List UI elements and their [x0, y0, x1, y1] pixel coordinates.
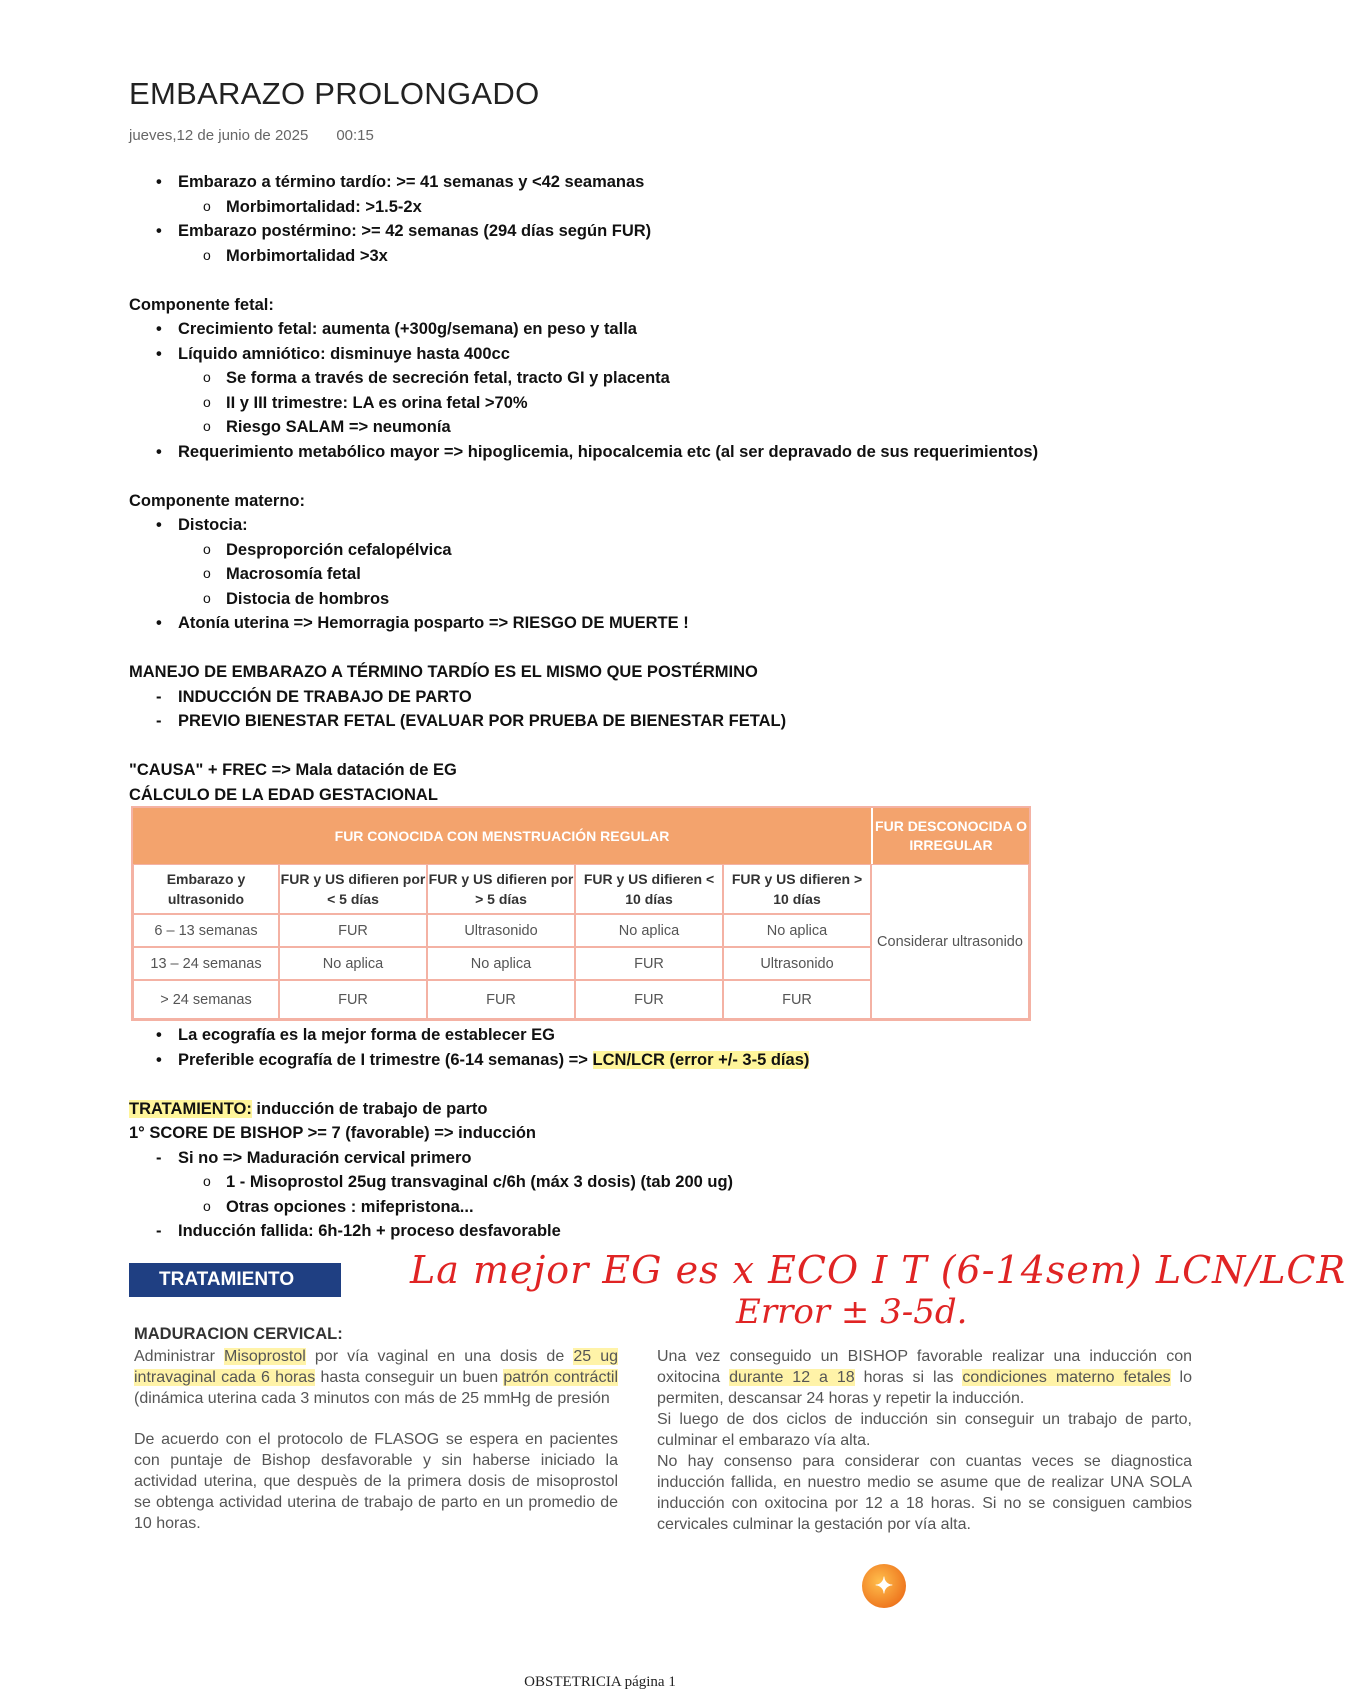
- table-cell: FUR: [279, 980, 427, 1019]
- table-cell: FUR: [575, 980, 723, 1019]
- list-item-text: II y III trimestre: LA es orina fetal >70%: [226, 393, 528, 412]
- handwritten-note-line1: La mejor EG es x ECO I T (6-14sem) LCN/LCR: [410, 1248, 1346, 1292]
- table-cell: Ultrasonido: [723, 947, 871, 980]
- list-item-text: Embarazo a término tardío: >= 41 semanas y <42 seamanas: [178, 173, 645, 191]
- list-item: [226, 391, 1129, 416]
- list-item-text: Desproporción cefalopélvica: [226, 540, 452, 559]
- doc-right-paragraph-3: No hay consenso para considerar con cuantas veces se diagnostica inducción fallida, en nuestro medio se asume que de realizar UNA SOLA inducción con oxitocina por 12 a 18 horas. Si no se consiguen cambios cervicales culminar la gestación por vía alta.: [657, 1453, 1192, 1533]
- table-cell: No aplica: [723, 914, 871, 947]
- date-text: jueves,12 de junio de 2025: [129, 127, 309, 144]
- flame-logo-icon: ✦: [862, 1564, 906, 1608]
- list-item-text: Otras opciones : mifepristona...: [226, 1197, 474, 1216]
- list-item: [178, 170, 1129, 219]
- list-item-text: Distocia:: [178, 516, 248, 534]
- manejo-list: [129, 685, 1129, 734]
- list-item-text: Morbimortalidad: >1.5-2x: [226, 197, 422, 216]
- doc-left-paragraph-1: Administrar Misoprostol por vía vaginal en una dosis de 25 ug intravaginal cada 6 horas hasta conseguir un buen patrón contráctil (dinámica uterina cada 3 minutos con más de 25 mmHg de presión: [134, 1348, 618, 1407]
- list-item: [226, 587, 1129, 612]
- table-cell: FUR: [427, 980, 575, 1019]
- maternal-heading: Componente materno:: [129, 491, 306, 510]
- trat-label: TRATAMIENTO:: [129, 1099, 252, 1118]
- gestational-age-table: [131, 806, 1031, 1021]
- table-header-cell: Embarazo y ultrasonido: [133, 864, 279, 914]
- list-item-text: Líquido amniótico: disminuye hasta 400cc: [178, 344, 510, 363]
- table-cell: FUR: [279, 914, 427, 947]
- list-item: [178, 513, 1129, 611]
- list-item: [178, 611, 1129, 636]
- tratamiento-banner: TRATAMIENTO: [129, 1263, 341, 1297]
- list-item-text: Si no => Maduración cervical primero: [178, 1148, 472, 1167]
- note-body: [129, 170, 1129, 807]
- list-item: [178, 685, 1129, 710]
- list-item: [226, 366, 1129, 391]
- list-item: [178, 709, 1129, 734]
- table-cell: 6 – 13 semanas: [133, 914, 279, 947]
- maduracion-heading: MADURACION CERVICAL:: [134, 1325, 343, 1343]
- list-item: [226, 1195, 1129, 1220]
- list-item-text: Inducción fallida: 6h-12h + proceso desfavorable: [178, 1222, 561, 1240]
- eco-notes: [129, 1023, 1129, 1244]
- table-header-cell: FUR y US difieren > 10 días: [723, 864, 871, 914]
- list-item-text: INDUCCIÓN DE TRABAJO DE PARTO: [178, 687, 472, 706]
- list-item: [178, 1146, 1129, 1220]
- doc-right-paragraph-2: Si luego de dos ciclos de inducción sin conseguir un trabajo de parto, culminar el embarazo vía alta.: [657, 1411, 1192, 1449]
- table-cell-irregular: Considerar ultrasonido: [871, 864, 1029, 1019]
- page-title: EMBARAZO PROLONGADO: [129, 76, 540, 111]
- doc-left-column: [134, 1346, 618, 1534]
- bishop-line: 1° SCORE DE BISHOP >= 7 (favorable) => inducción: [129, 1124, 536, 1142]
- list-item-text: Atonía uterina => Hemorragia posparto => RIESGO DE MUERTE !: [178, 614, 689, 632]
- table-band-unknown: FUR DESCONOCIDA O IRREGULAR: [873, 808, 1029, 864]
- list-item-text: Crecimiento fetal: aumenta (+300g/semana) en peso y talla: [178, 320, 637, 338]
- doc-left-paragraph-2: De acuerdo con el protocolo de FLASOG se espera en pacientes con puntaje de Bishop desfavorable y sin haberse iniciado la actividad uterina, que despuès de la primera dosis de misoprostol se obtenga actividad uterina de trabajo de parto en un promedio de 10 horas.: [134, 1431, 618, 1532]
- list-item-text: Preferible ecografía de I trimestre (6-14 semanas) =>: [178, 1050, 593, 1069]
- list-item-text: Riesgo SALAM => neumonía: [226, 418, 451, 436]
- table-cell: > 24 semanas: [133, 980, 279, 1019]
- table-cell: No aplica: [575, 914, 723, 947]
- list-item: [178, 317, 1129, 342]
- list-item: [178, 1048, 1129, 1073]
- list-item-text: Morbimortalidad >3x: [226, 246, 388, 265]
- list-item-text: Se forma a través de secreción fetal, tracto GI y placenta: [226, 369, 670, 387]
- list-item: [226, 244, 1129, 269]
- table-cell: FUR: [575, 947, 723, 980]
- list-item-text: Requerimiento metabólico mayor => hipoglicemia, hipocalcemia etc (al ser depravado de sus requerimientos): [178, 442, 1039, 461]
- maternal-list: [129, 513, 1129, 636]
- table-cell: Ultrasonido: [427, 914, 575, 947]
- time-text: 00:15: [336, 127, 374, 144]
- table-header-cell: FUR y US difieren < 10 días: [575, 864, 723, 914]
- page-footer: OBSTETRICIA página 1: [524, 1674, 676, 1690]
- manejo-heading: MANEJO DE EMBARAZO A TÉRMINO TARDÍO ES EL MISMO QUE POSTÉRMINO: [129, 663, 758, 681]
- table-band-known: FUR CONOCIDA CON MENSTRUACIÓN REGULAR: [133, 808, 871, 864]
- list-item: [226, 1170, 1129, 1195]
- list-item-text: Embarazo postérmino: >= 42 semanas (294 días según FUR): [178, 222, 652, 240]
- list-item-text: Macrosomía fetal: [226, 565, 361, 583]
- table-cell: 13 – 24 semanas: [133, 947, 279, 980]
- trat-rest: inducción de trabajo de parto: [251, 1099, 488, 1118]
- table-cell: No aplica: [427, 947, 575, 980]
- handwritten-note-line2: Error ± 3-5d.: [736, 1292, 968, 1332]
- trat-list: [129, 1146, 1129, 1244]
- list-item-text: Distocia de hombros: [226, 589, 390, 608]
- list-item: [226, 538, 1129, 563]
- causa-line: "CAUSA" + FREC => Mala datación de EG: [129, 761, 457, 779]
- fetal-list: [129, 317, 1129, 464]
- list-item: [178, 440, 1129, 465]
- list-item: [226, 195, 1129, 220]
- list-item: [226, 415, 1129, 440]
- eco-list: [129, 1023, 1129, 1072]
- list-item: [178, 1219, 1129, 1244]
- list-item: [178, 342, 1129, 440]
- term-list: [129, 170, 1129, 268]
- calculo-heading: CÁLCULO DE LA EDAD GESTACIONAL: [129, 785, 438, 804]
- table-cell: No aplica: [279, 947, 427, 980]
- list-item: [226, 562, 1129, 587]
- table-header-cell: FUR y US difieren por < 5 días: [279, 864, 427, 914]
- table-header-cell: FUR y US difieren por > 5 días: [427, 864, 575, 914]
- doc-right-column: [657, 1346, 1192, 1535]
- list-item-text: PREVIO BIENESTAR FETAL (EVALUAR POR PRUEBA DE BIENESTAR FETAL): [178, 712, 787, 730]
- list-item: [178, 1023, 1129, 1048]
- fetal-heading: Componente fetal:: [129, 295, 274, 314]
- table-cell: FUR: [723, 980, 871, 1019]
- note-date: [129, 127, 374, 144]
- trat-line: [129, 1097, 1129, 1122]
- list-item: [178, 219, 1129, 268]
- list-item-text: La ecografía es la mejor forma de establecer EG: [178, 1026, 555, 1044]
- doc-right-paragraph-1: Una vez conseguido un BISHOP favorable realizar una inducción con oxitocina durante 12 a 18 horas si las condiciones materno fetales lo permiten, descansar 24 horas y repetir la inducción.: [657, 1348, 1193, 1407]
- list-item-text: 1 - Misoprostol 25ug transvaginal c/6h (máx 3 dosis) (tab 200 ug): [226, 1173, 734, 1191]
- highlighted-text: LCN/LCR (error +/- 3-5 días): [592, 1050, 810, 1069]
